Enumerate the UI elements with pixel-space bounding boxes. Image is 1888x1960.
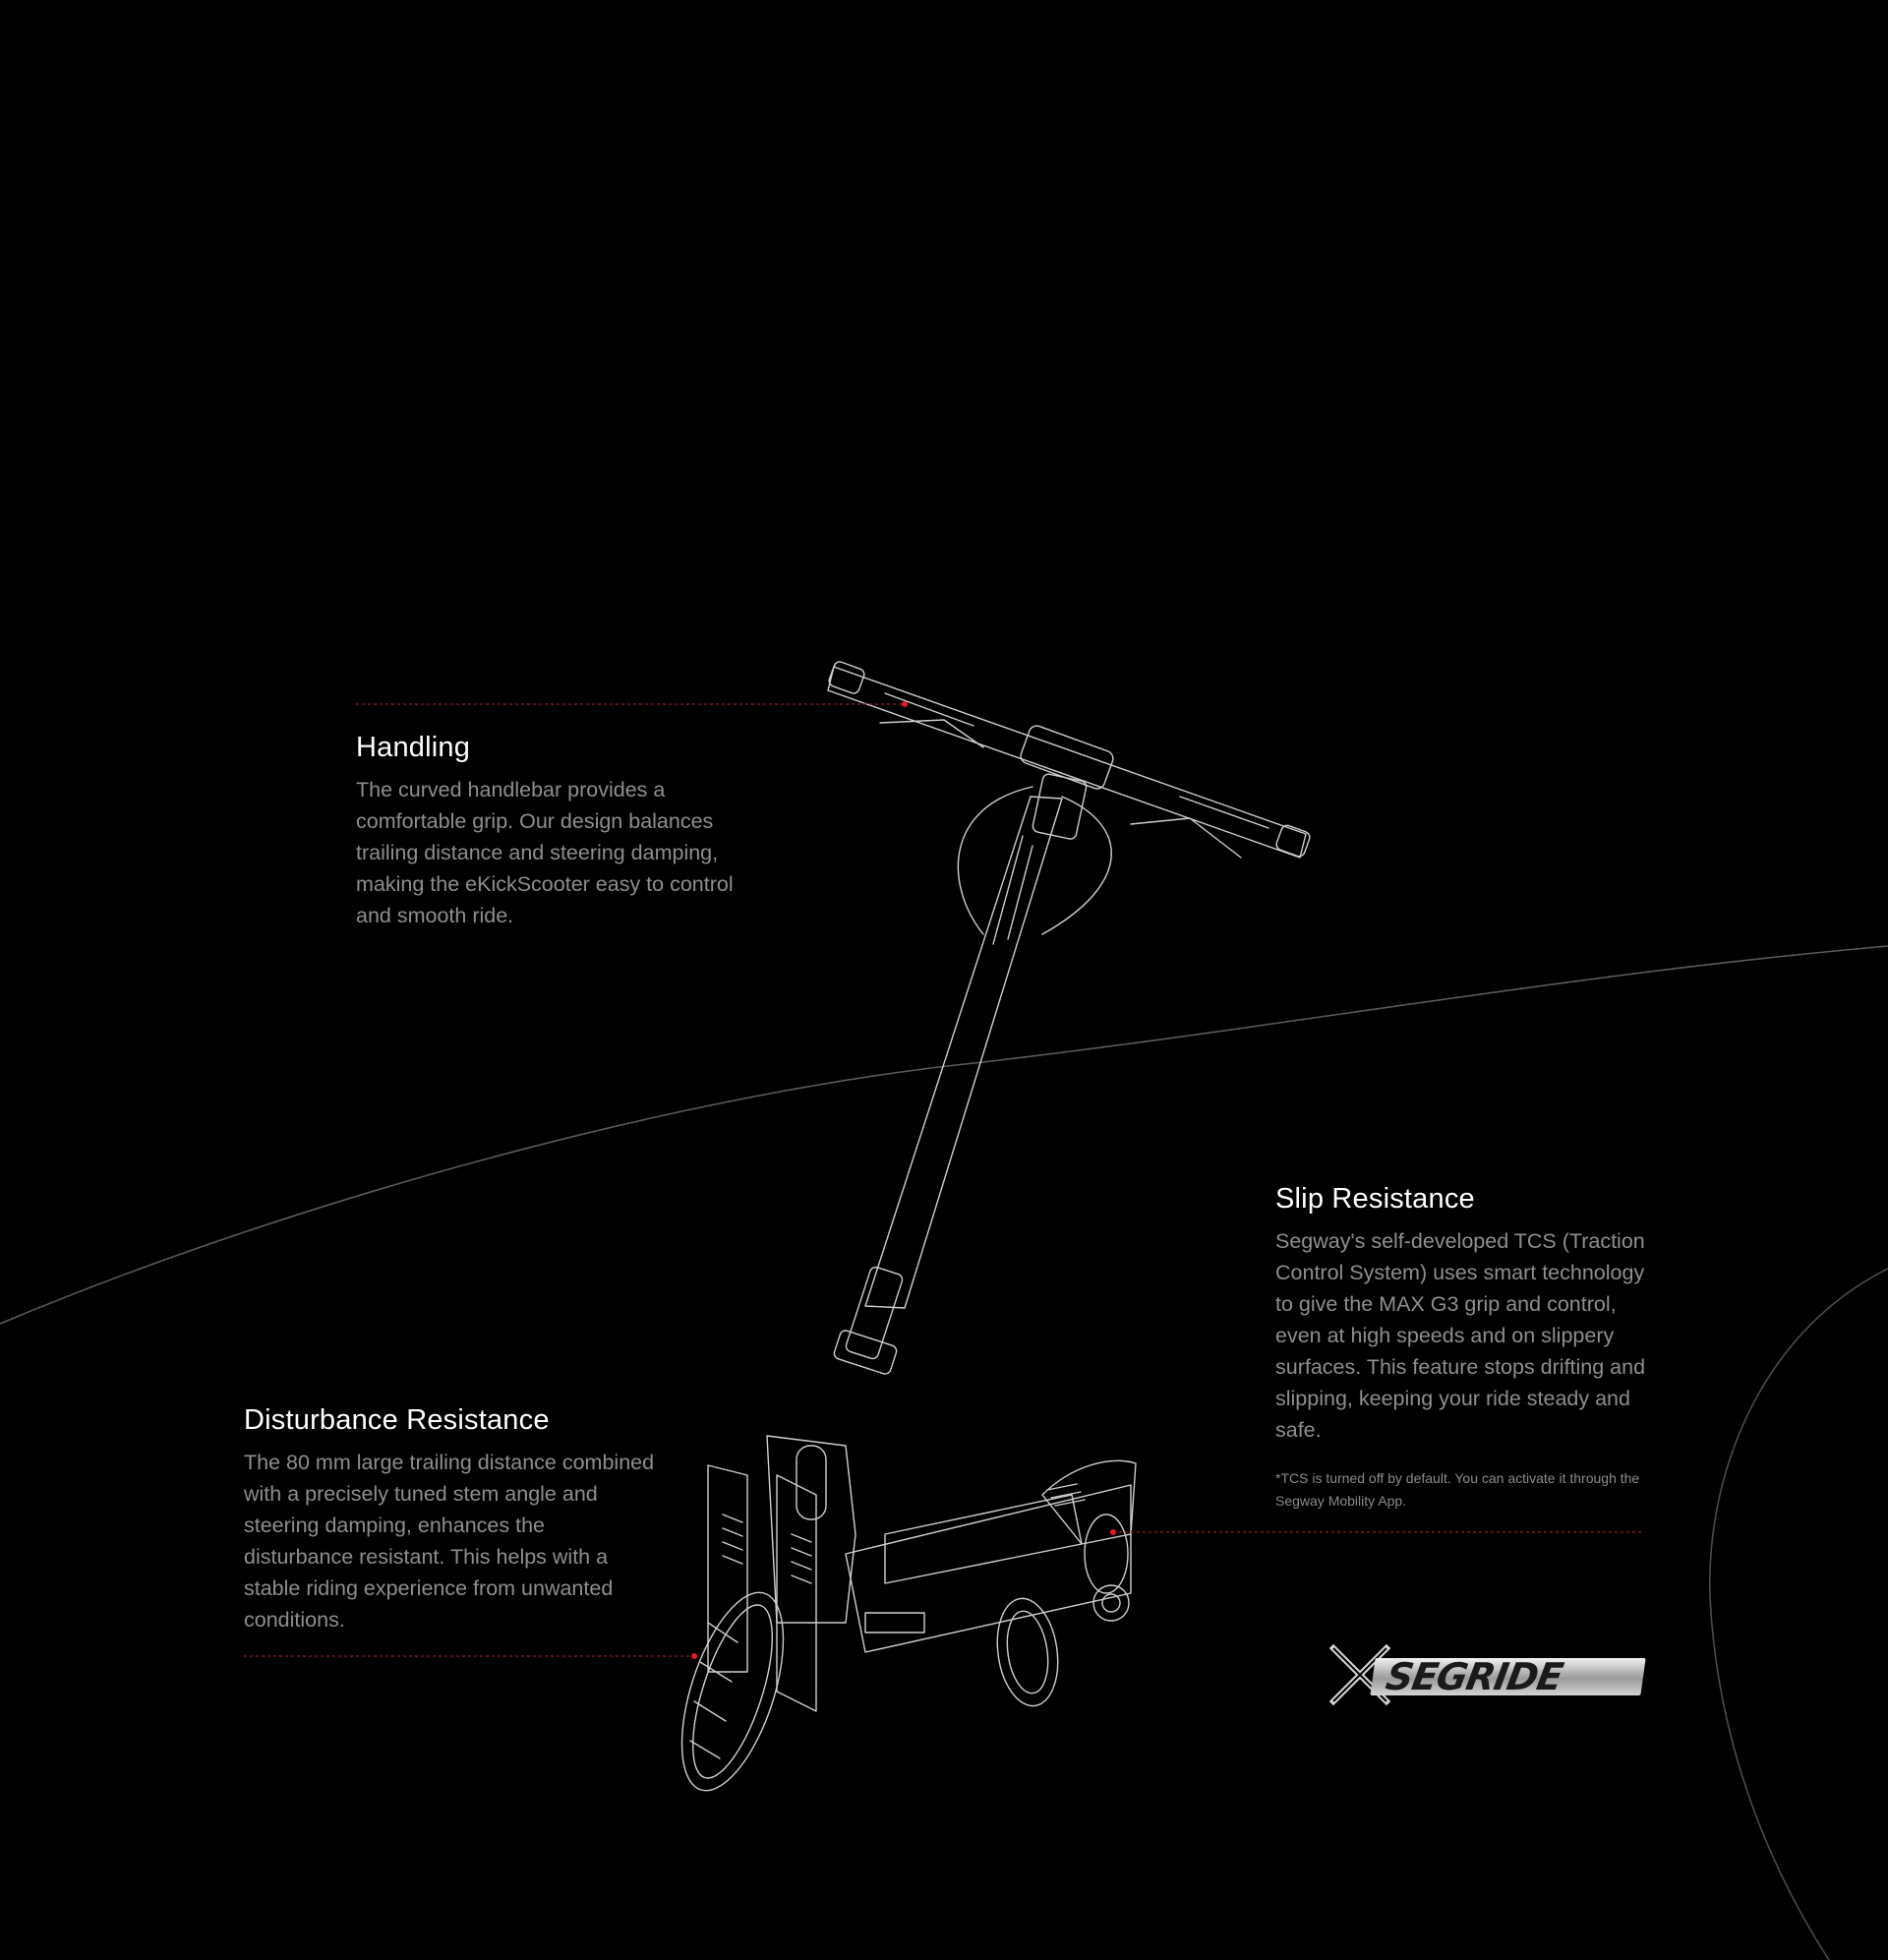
handling-feature	[356, 732, 769, 931]
disturbance-description: The 80 mm large trailing distance combined with a precisely tuned stem angle and steering damping, enhances the disturbance resistant. This helps with a stable riding experience from unwanted conditions.	[244, 1451, 655, 1632]
disturbance-title: Disturbance Resistance	[244, 1404, 550, 1436]
slip-marker	[1110, 1529, 1116, 1535]
tcs-footnote: *TCS is turned off by default. You can activate it through the Segway Mobility App.	[1275, 1470, 1640, 1509]
handling-marker	[902, 701, 908, 707]
disturbance-marker	[691, 1653, 697, 1659]
handling-title: Handling	[356, 732, 471, 763]
handling-description: The curved handlebar provides a comfortable grip. Our design balances trailing distance and steering damping, making the eKickScooter easy to control and smooth ride.	[356, 778, 734, 927]
slip-title: Slip Resistance	[1275, 1183, 1475, 1215]
disturbance-resistance-feature	[244, 1404, 657, 1635]
slip-description: Segway's self-developed TCS (Traction Control System) uses smart technology to give the MAX G3 grip and control, even at high speeds and on slippery surfaces. This feature stops drifting and slipping, keeping your ride steady and safe.	[1275, 1229, 1646, 1442]
segride-logo	[1326, 1640, 1645, 1709]
slip-resistance-feature	[1275, 1183, 1664, 1513]
logo-wordmark: SEGRIDE	[1383, 1655, 1566, 1698]
